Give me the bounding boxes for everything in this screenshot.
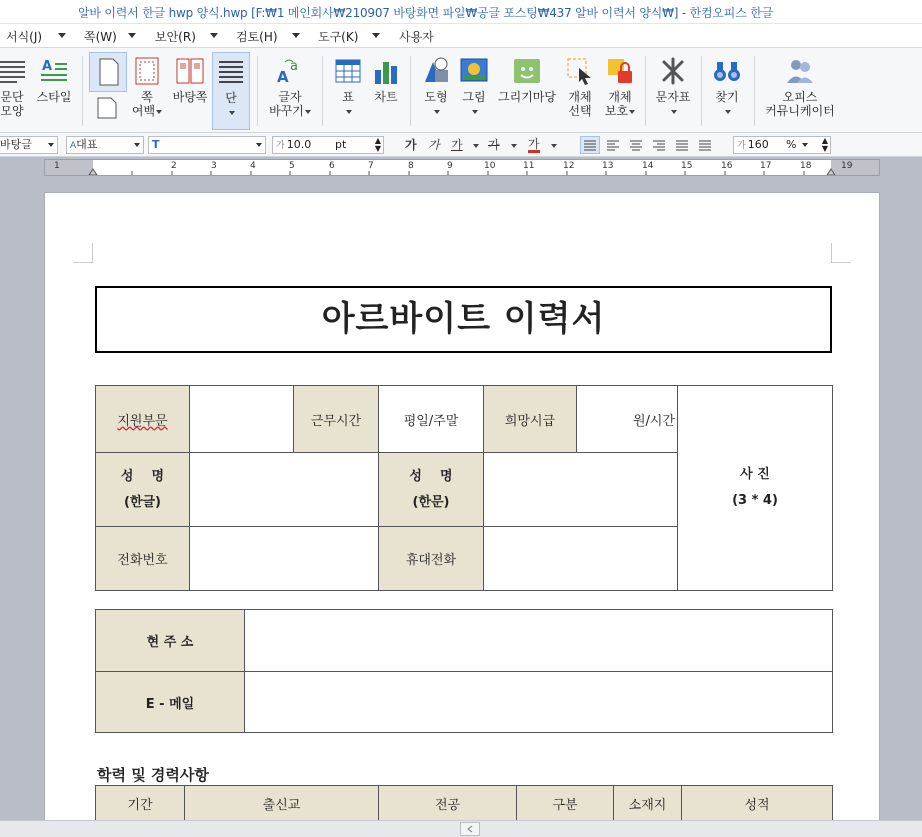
binoculars-icon: [712, 56, 742, 86]
svg-text:a: a: [290, 59, 298, 74]
horizontal-ruler[interactable]: 1 2 3 4 5 6 7 8 9 10 11 12 13 14 15 16 17 18 19: [44, 159, 880, 176]
chevron-down-icon[interactable]: [372, 33, 380, 38]
label-address: 현 주 소: [96, 610, 245, 672]
contact-table[interactable]: [95, 609, 833, 733]
underline-button[interactable]: 가: [451, 138, 463, 152]
document-title[interactable]: 아르바이트 이력서: [95, 286, 832, 353]
label-name-hangul: 성 명 (한글): [96, 453, 190, 527]
svg-text:A: A: [42, 59, 53, 74]
font-language-select[interactable]: A대표: [66, 136, 144, 154]
photo-size-label: (3 * 4): [732, 493, 778, 508]
margin-corner-mark: [73, 243, 93, 263]
chevron-down-icon[interactable]: [292, 33, 300, 38]
label-mobile: 휴대전화: [379, 527, 484, 591]
italic-button[interactable]: 가: [428, 138, 440, 152]
line-spacing-input[interactable]: 가 160 % ▲ ▼: [733, 136, 831, 154]
align-justify-button[interactable]: [580, 136, 600, 154]
text-color-button[interactable]: 가: [528, 137, 540, 151]
section-title-education: 학력 및 경력사항: [97, 766, 209, 784]
divider: [645, 56, 646, 126]
page-icon: [93, 94, 123, 120]
page-view-button[interactable]: [89, 52, 127, 92]
page-margin-button[interactable]: 쪽 여백: [130, 52, 164, 130]
picture-icon: [459, 56, 489, 86]
drawing-mart-button[interactable]: 그리기마당: [496, 52, 558, 130]
menu-user[interactable]: 사용자: [399, 30, 434, 44]
value-work-time[interactable]: 평일/주말: [379, 386, 484, 453]
object-protect-button[interactable]: 개체 보호: [602, 52, 638, 130]
split-align-icon[interactable]: [696, 137, 714, 153]
page-setup-button[interactable]: [89, 94, 127, 128]
header-school: 출신교: [185, 786, 379, 826]
input-apply-dept[interactable]: [190, 386, 294, 453]
para-shape-button[interactable]: 문단 모양: [0, 52, 32, 130]
align-left-icon[interactable]: [604, 137, 622, 153]
select-cursor-icon: [565, 56, 595, 86]
font-size-icon: 가: [276, 141, 285, 151]
menu-review[interactable]: 검토(H): [236, 30, 278, 44]
align-center-icon[interactable]: [627, 137, 645, 153]
paragraph-icon: [0, 56, 27, 86]
shape-icon: [421, 56, 451, 86]
column-button[interactable]: 단: [212, 52, 250, 130]
photo-label: 사 진: [740, 467, 770, 482]
chevron-down-icon[interactable]: [511, 144, 517, 148]
line-spacing-icon: 가: [737, 141, 746, 151]
divider: [257, 56, 258, 126]
replace-text-icon: [275, 56, 305, 86]
value-wage-unit[interactable]: 원/시간: [577, 386, 678, 453]
strikethrough-button[interactable]: 가: [488, 138, 500, 152]
table-button[interactable]: 표: [331, 52, 365, 130]
menu-tools[interactable]: 도구(K): [318, 30, 359, 44]
style-button[interactable]: A 스타일: [34, 52, 74, 130]
svg-text:A: A: [277, 68, 289, 86]
find-button[interactable]: 찾기: [708, 52, 746, 130]
input-name-hangul[interactable]: [190, 453, 379, 527]
label-phone: 전화번호: [96, 527, 190, 591]
photo-cell[interactable]: [678, 386, 833, 591]
align-justify-icon: [581, 137, 599, 153]
divider: [410, 56, 411, 126]
ribbon-toolbar: [0, 48, 922, 133]
char-change-button[interactable]: A a 글자 바꾸기: [266, 52, 314, 130]
chevron-down-icon[interactable]: [551, 144, 557, 148]
chevron-down-icon[interactable]: [802, 143, 808, 147]
basic-info-table[interactable]: [95, 385, 833, 591]
input-phone[interactable]: [190, 527, 379, 591]
object-select-button[interactable]: 개체 선택: [562, 52, 598, 130]
menu-page[interactable]: 쪽(W): [84, 30, 117, 44]
input-email[interactable]: [245, 672, 833, 733]
format-toolbar: [0, 133, 922, 157]
label-name-hanja: 성 명 (한문): [379, 453, 484, 527]
symbol-icon: [658, 56, 688, 86]
columns-icon: [216, 57, 246, 87]
header-category: 구분: [517, 786, 614, 826]
chevron-left-icon[interactable]: [461, 823, 479, 835]
label-apply-dept: 지원부문: [96, 386, 190, 453]
chart-button[interactable]: 차트: [369, 52, 403, 130]
label-email: E - 메일: [96, 672, 245, 733]
label-hope-wage: 희망시급: [484, 386, 577, 453]
header-major: 전공: [379, 786, 517, 826]
document-page[interactable]: [44, 192, 880, 822]
font-name-select[interactable]: [148, 136, 266, 154]
spin-arrows-icon[interactable]: ▲ ▼: [374, 136, 381, 153]
people-icon: [785, 56, 815, 86]
language-icon: A: [70, 141, 77, 151]
menu-security[interactable]: 보안(R): [155, 30, 196, 44]
margin-corner-mark: [831, 243, 851, 263]
chevron-down-icon[interactable]: [473, 144, 479, 148]
horizontal-scrollbar[interactable]: [0, 820, 922, 837]
divider: [82, 56, 83, 126]
picture-button[interactable]: 그림: [457, 52, 491, 130]
drawing-mart-icon: [512, 56, 542, 86]
lock-icon: [605, 56, 635, 86]
background-page-icon: [175, 56, 205, 86]
style-icon: [39, 56, 69, 86]
chart-icon: [371, 56, 401, 86]
chevron-down-icon[interactable]: [210, 33, 218, 38]
header-period: 기간: [96, 786, 185, 826]
align-right-icon[interactable]: [650, 137, 668, 153]
margin-icon: [132, 56, 162, 86]
menu-format[interactable]: 서식(J): [6, 30, 43, 44]
scrollbar-thumb[interactable]: [460, 822, 480, 836]
chevron-down-icon[interactable]: [58, 33, 66, 38]
input-name-hanja[interactable]: [484, 453, 678, 527]
divider: [701, 56, 702, 126]
menu-bar: [0, 24, 922, 48]
style-select[interactable]: 바탕글: [0, 136, 58, 154]
spin-arrows-icon[interactable]: ▲ ▼: [821, 136, 828, 153]
window-title: 알바 이력서 한글 hwp 양식.hwp [F:₩1 메인회사₩210907 바탕화면 파일₩공글 포스팅₩437 알바 이력서 양식₩] - 한컴오피스 한글: [78, 6, 773, 20]
shape-button[interactable]: 도형: [418, 52, 454, 130]
office-communicator-button[interactable]: 오피스 커뮤니케이터: [760, 52, 840, 130]
distribute-icon[interactable]: [673, 137, 691, 153]
label-work-time: 근무시간: [294, 386, 379, 453]
symbol-button[interactable]: 문자표: [652, 52, 694, 130]
background-page-button[interactable]: 바탕쪽: [170, 52, 210, 130]
title-bar: [0, 0, 922, 24]
table-icon: [333, 56, 363, 86]
divider: [322, 56, 323, 126]
bold-button[interactable]: 가: [405, 138, 417, 152]
header-location: 소재지: [614, 786, 682, 826]
divider: [754, 56, 755, 126]
input-mobile[interactable]: [484, 527, 678, 591]
page-icon: [93, 57, 123, 87]
chevron-down-icon[interactable]: [128, 33, 136, 38]
truetype-font-icon: T: [152, 138, 160, 151]
font-size-input[interactable]: 가 10.0 pt ▲ ▼: [272, 136, 384, 154]
input-address[interactable]: [245, 610, 833, 672]
header-grade: 성적: [682, 786, 833, 826]
